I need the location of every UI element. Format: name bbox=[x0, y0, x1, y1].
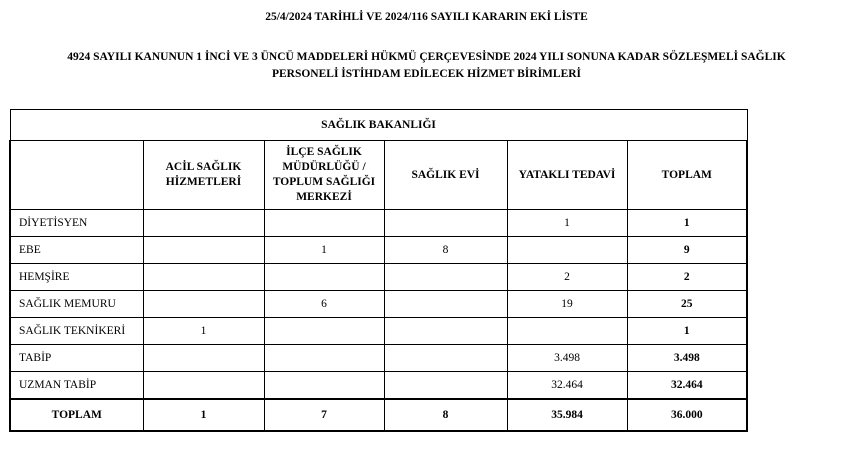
total-row-label: TOPLAM bbox=[10, 399, 143, 431]
table-body bbox=[10, 210, 747, 432]
table-row bbox=[10, 237, 747, 264]
cell-yatakli: 19 bbox=[507, 291, 627, 318]
total-cell-yatakli: 35.984 bbox=[507, 399, 627, 431]
cell-ilce: 1 bbox=[264, 237, 384, 264]
cell-toplam: 2 bbox=[627, 264, 747, 291]
staff-allocation-table bbox=[9, 109, 748, 432]
cell-yatakli: 3.498 bbox=[507, 345, 627, 372]
cell-saglik-evi: 8 bbox=[384, 237, 507, 264]
cell-ilce: 6 bbox=[264, 291, 384, 318]
cell-yatakli: 32.464 bbox=[507, 372, 627, 400]
cell-saglik-evi bbox=[384, 264, 507, 291]
row-label: UZMAN TABİP bbox=[10, 372, 143, 400]
total-cell-toplam: 36.000 bbox=[627, 399, 747, 431]
cell-ilce bbox=[264, 372, 384, 400]
cell-yatakli bbox=[507, 318, 627, 345]
total-cell-ilce: 7 bbox=[264, 399, 384, 431]
cell-ilce bbox=[264, 210, 384, 237]
cell-toplam: 9 bbox=[627, 237, 747, 264]
row-label: SAĞLIK MEMURU bbox=[10, 291, 143, 318]
cell-acil bbox=[143, 345, 264, 372]
cell-yatakli bbox=[507, 237, 627, 264]
cell-acil bbox=[143, 291, 264, 318]
row-label: DİYETİSYEN bbox=[10, 210, 143, 237]
cell-toplam: 3.498 bbox=[627, 345, 747, 372]
cell-acil bbox=[143, 372, 264, 400]
cell-ilce bbox=[264, 345, 384, 372]
cell-saglik-evi bbox=[384, 345, 507, 372]
cell-acil: 1 bbox=[143, 318, 264, 345]
cell-saglik-evi bbox=[384, 291, 507, 318]
column-header-ilce: İLÇE SAĞLIK MÜDÜRLÜĞÜ / TOPLUM SAĞLIĞI MERKEZİ bbox=[264, 141, 384, 210]
cell-ilce bbox=[264, 318, 384, 345]
total-row bbox=[10, 399, 747, 431]
table-title: SAĞLIK BAKANLIĞI bbox=[10, 110, 747, 141]
total-cell-acil: 1 bbox=[143, 399, 264, 431]
column-header-acil: ACİL SAĞLIK HİZMETLERİ bbox=[143, 141, 264, 210]
cell-acil bbox=[143, 237, 264, 264]
table-row bbox=[10, 372, 747, 400]
table-row bbox=[10, 318, 747, 345]
document-heading: 25/4/2024 TARİHLİ VE 2024/116 SAYILI KARARIN EKİ LİSTE bbox=[265, 11, 588, 23]
row-label: HEMŞİRE bbox=[10, 264, 143, 291]
document-subtitle-line-2: PERSONELİ İSTİHDAM EDİLECEK HİZMET BİRİMLERİ bbox=[271, 68, 582, 80]
cell-yatakli: 1 bbox=[507, 210, 627, 237]
cell-toplam: 1 bbox=[627, 210, 747, 237]
column-header-toplam: TOPLAM bbox=[627, 141, 747, 210]
cell-saglik-evi bbox=[384, 372, 507, 400]
cell-toplam: 25 bbox=[627, 291, 747, 318]
table-row bbox=[10, 345, 747, 372]
cell-toplam: 1 bbox=[627, 318, 747, 345]
table-row bbox=[10, 264, 747, 291]
row-label: SAĞLIK TEKNİKERİ bbox=[10, 318, 143, 345]
cell-saglik-evi bbox=[384, 210, 507, 237]
document-subtitle-line-1: 4924 SAYILI KANUNUN 1 İNCİ VE 3 ÜNCÜ MADDELERİ HÜKMÜ ÇERÇEVESİNDE 2024 YILI SONUNA KADAR SÖZLEŞMELİ SAĞLIK bbox=[67, 51, 786, 63]
cell-acil bbox=[143, 264, 264, 291]
row-label: EBE bbox=[10, 237, 143, 264]
cell-saglik-evi bbox=[384, 318, 507, 345]
cell-ilce bbox=[264, 264, 384, 291]
cell-toplam: 32.464 bbox=[627, 372, 747, 400]
total-cell-saglik-evi: 8 bbox=[384, 399, 507, 431]
row-label: TABİP bbox=[10, 345, 143, 372]
cell-acil bbox=[143, 210, 264, 237]
table-row bbox=[10, 291, 747, 318]
row-label-header bbox=[10, 141, 143, 210]
table-row bbox=[10, 210, 747, 237]
cell-yatakli: 2 bbox=[507, 264, 627, 291]
column-header-yatakli: YATAKLI TEDAVİ bbox=[507, 141, 627, 210]
column-header-saglik-evi: SAĞLIK EVİ bbox=[384, 141, 507, 210]
